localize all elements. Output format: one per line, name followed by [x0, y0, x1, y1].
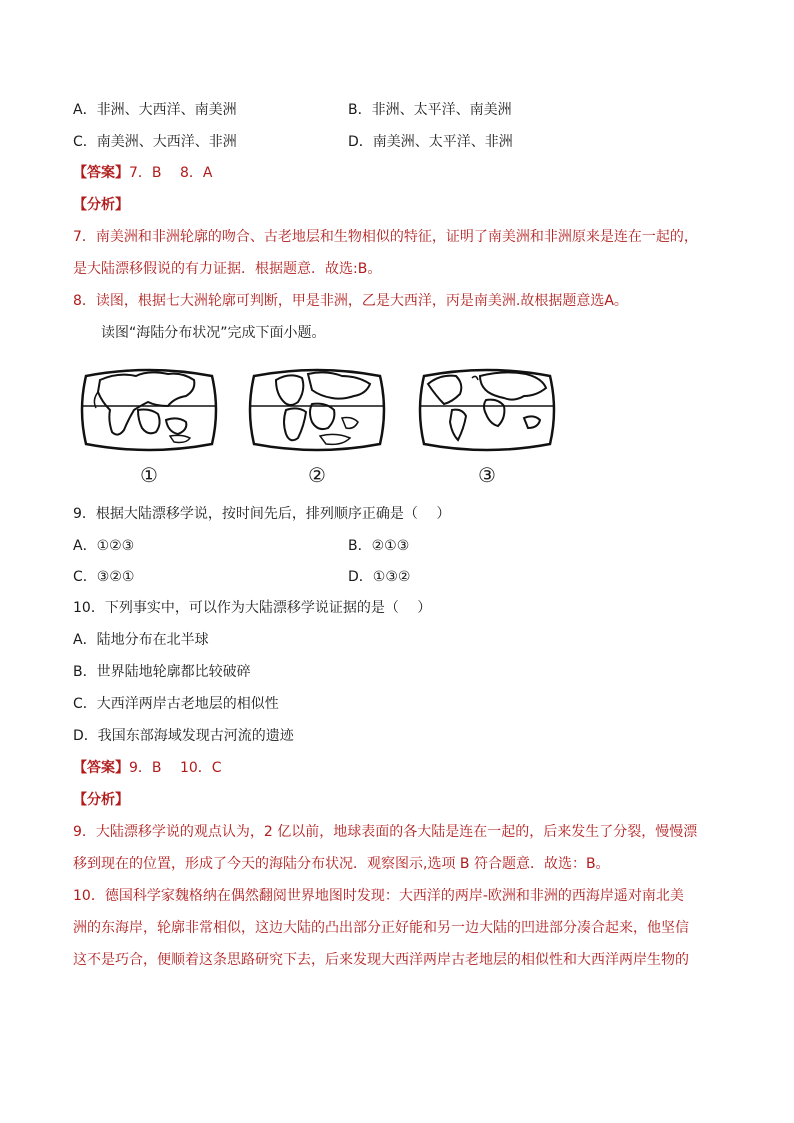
explanation-10-line-3: 这不是巧合，便顺着这条思路研究下去，后来发现大西洋两岸古老地层的相似性和大西洋两岸生物的	[73, 952, 689, 968]
q8-option-d: D．南美洲、太平洋、非洲	[348, 134, 513, 150]
map-1-pangaea	[78, 362, 220, 458]
answer-text: 7．B 8．A	[129, 165, 213, 181]
q10-option-a: A．陆地分布在北半球	[73, 632, 209, 648]
answer-text: 9．B 10．C	[129, 760, 222, 776]
explanation-10-line-1: 10．德国科学家魏格纳在偶然翻阅世界地图时发现：大西洋的两岸-欧洲和非洲的西海岸遥对南北美	[73, 888, 684, 904]
q9-stem: 9．根据大陆漂移学说，按时间先后，排列顺序正确是（ ）	[73, 506, 451, 522]
answer-7-8	[73, 163, 212, 183]
q10-option-d: D．我国东部海域发现古河流的遗迹	[73, 728, 294, 744]
explanation-10-line-2: 洲的东海岸，轮廓非常相似，这边大陆的凸出部分正好能和另一边大陆的凹进部分凑合起来，他坚信	[73, 920, 689, 936]
map-2-label: ②	[308, 463, 326, 487]
q9-option-d: D．①③②	[348, 569, 411, 585]
explanation-7-line-2: 是大陆漂移假说的有力证据．根据题意．故选:B。	[73, 261, 382, 277]
explanation-7-line-1: 7．南美洲和非洲轮廓的吻合、古老地层和生物相似的特征，证明了南美洲和非洲原来是连在一起的，	[73, 229, 698, 245]
map-2-breakup	[246, 362, 388, 458]
q10-stem: 10．下列事实中，可以作为大陆漂移学说证据的是（ ）	[73, 600, 432, 616]
map-3-present	[416, 362, 558, 458]
answer-9-10	[73, 758, 222, 778]
analysis-label-2: 【分析】	[73, 792, 129, 808]
map-3-label: ③	[478, 463, 496, 487]
answer-label: 【答案】	[73, 165, 129, 181]
map-1-label: ①	[140, 463, 158, 487]
q8-option-b: B．非洲、太平洋、南美洲	[348, 102, 512, 118]
q8-option-c: C．南美洲、大西洋、非洲	[73, 134, 237, 150]
continental-drift-figure	[78, 362, 558, 490]
explanation-8: 8．读图，根据七大洲轮廓可判断，甲是非洲，乙是大西洋，丙是南美洲.故根据题意选A。	[73, 293, 628, 309]
q9-option-c: C．③②①	[73, 569, 135, 585]
map-question-intro: 读图“海陆分布状况”完成下面小题。	[101, 325, 326, 341]
q9-option-a: A．①②③	[73, 538, 135, 554]
answer-label: 【答案】	[73, 760, 129, 776]
q9-option-b: B．②①③	[348, 538, 410, 554]
explanation-9-line-2: 移到现在的位置，形成了今天的海陆分布状况．观察图示,选项 B 符合题意．故选：B。	[73, 856, 610, 872]
q10-option-c: C．大西洋两岸古老地层的相似性	[73, 696, 279, 712]
explanation-9-line-1: 9．大陆漂移学说的观点认为，2 亿以前，地球表面的各大陆是连在一起的，后来发生了分裂，慢慢漂	[73, 824, 698, 840]
q8-option-a: A．非洲、大西洋、南美洲	[73, 102, 237, 118]
analysis-label-1: 【分析】	[73, 197, 129, 213]
q10-option-b: B．世界陆地轮廓都比较破碎	[73, 664, 251, 680]
